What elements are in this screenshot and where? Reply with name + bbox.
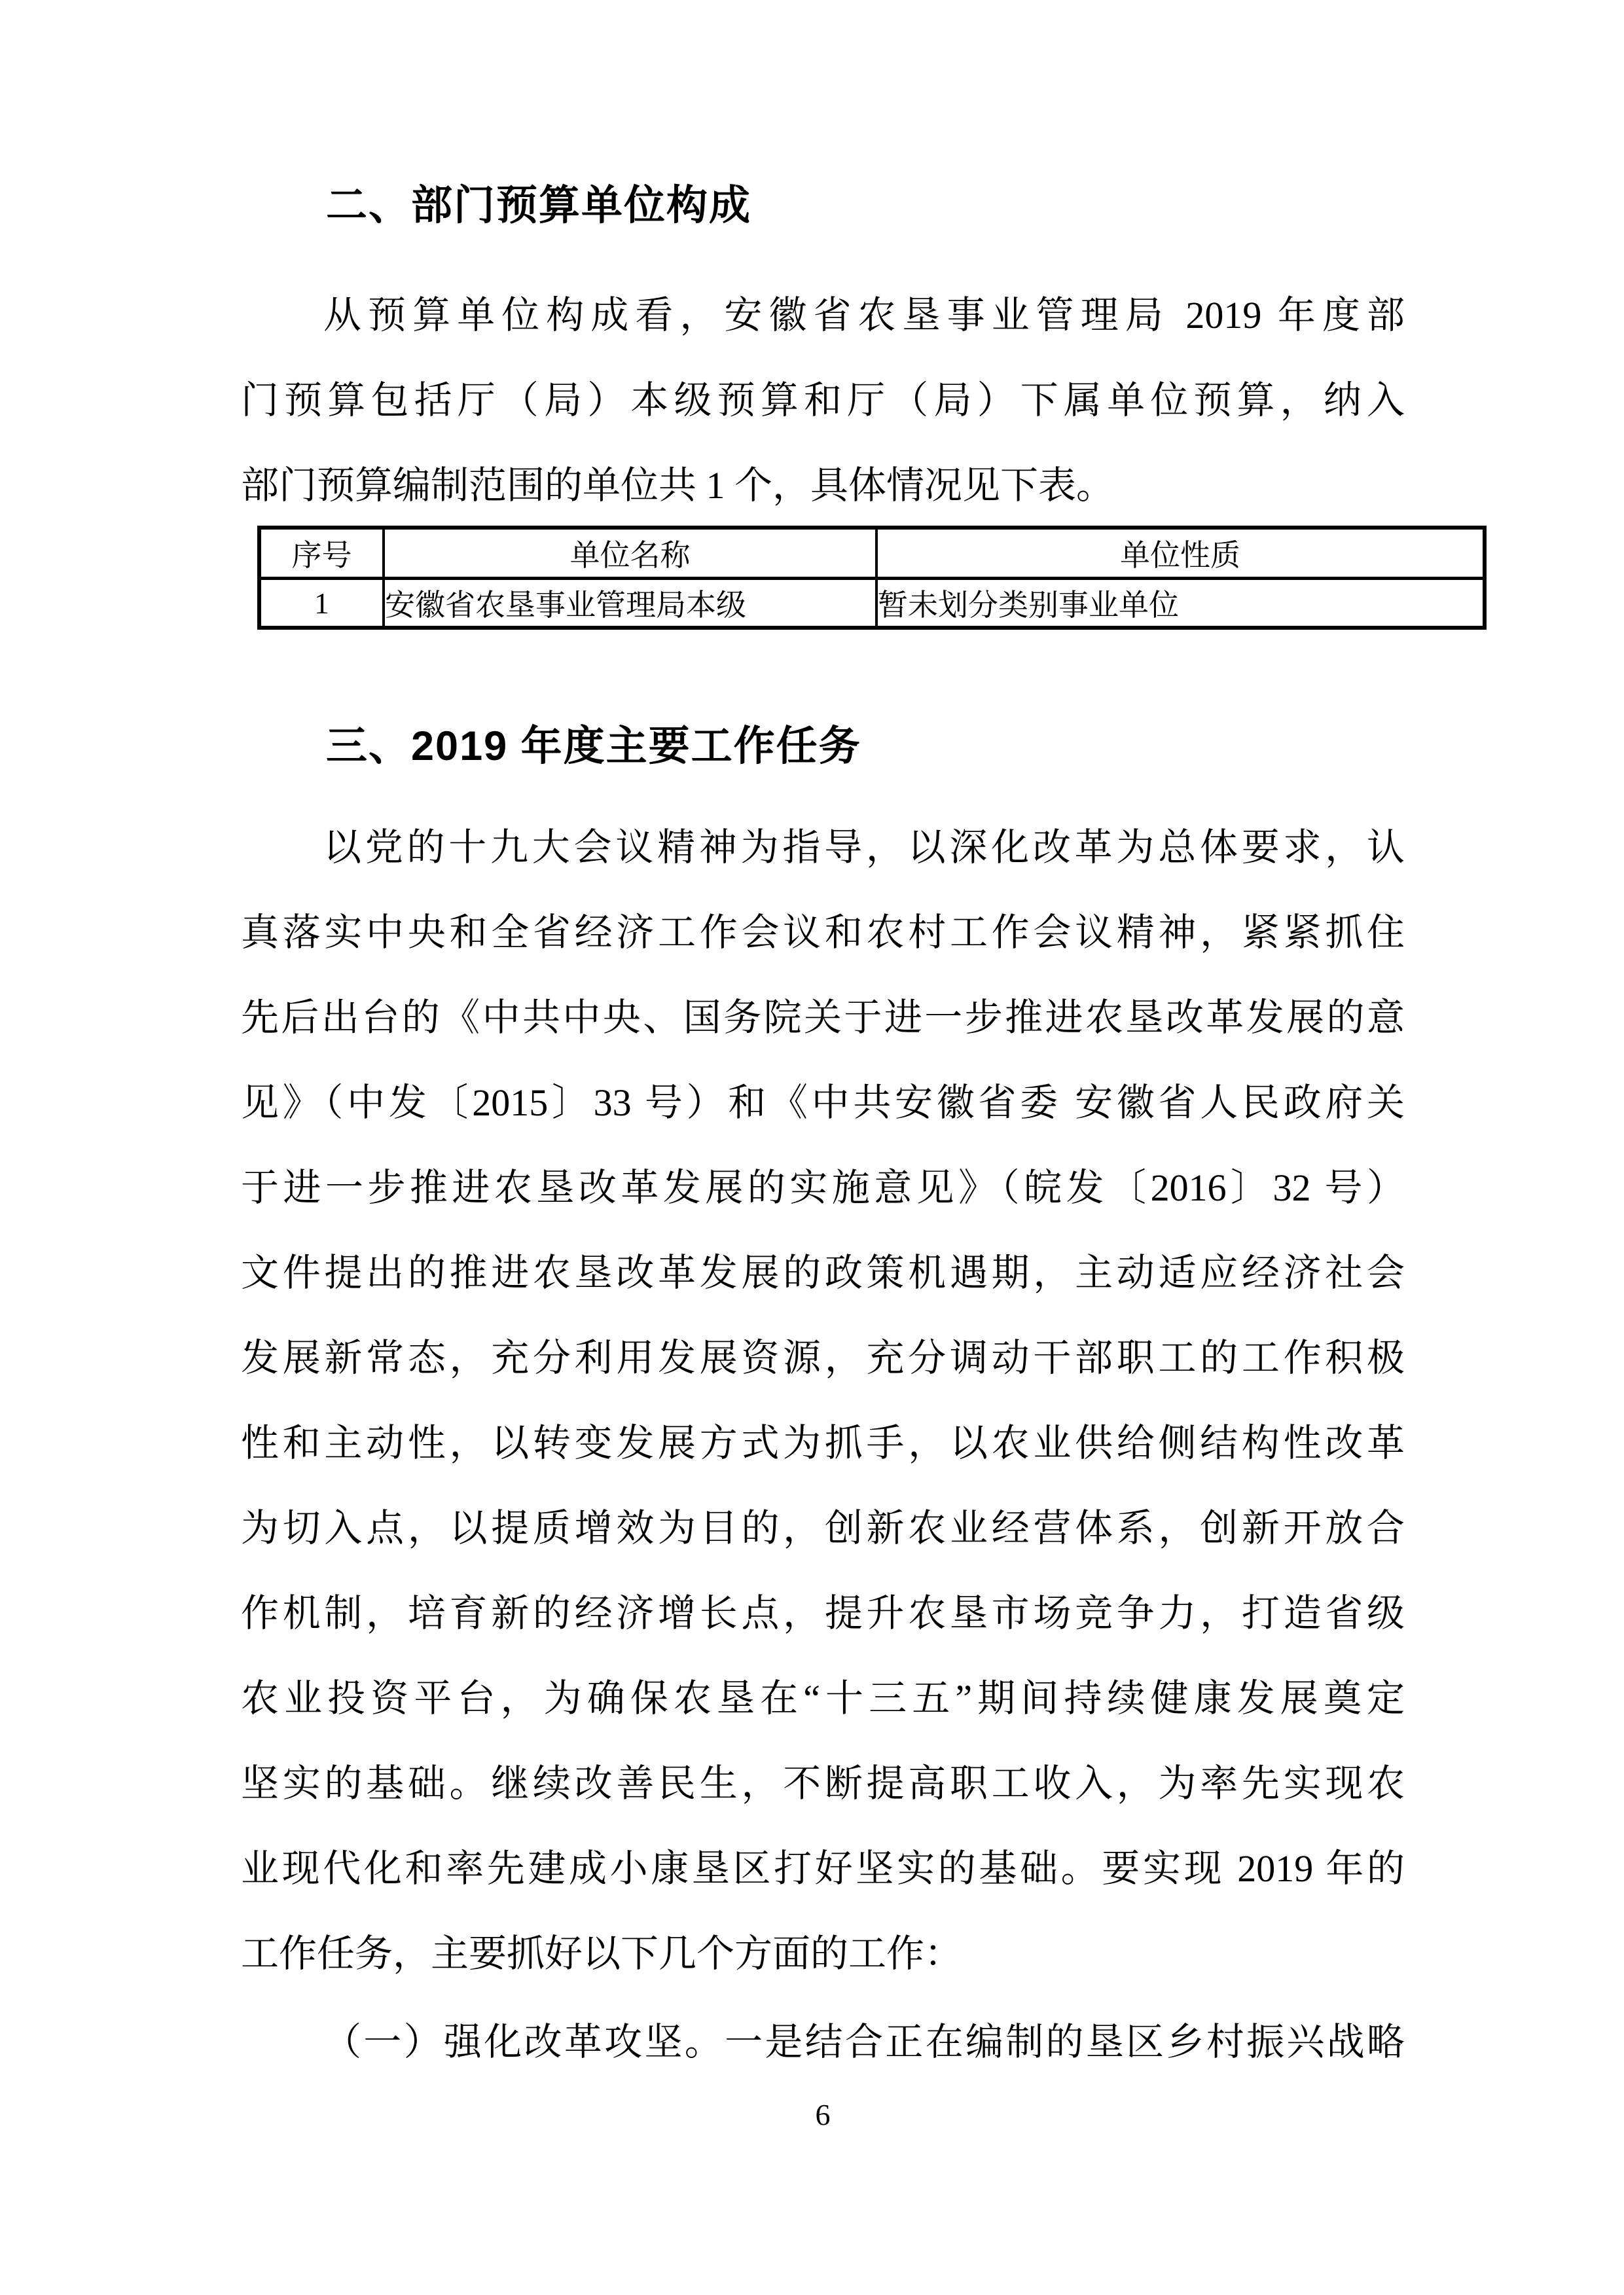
paragraph-line: 性和主动性，以转变发展方式为抓手，以农业供给侧结构性改革 bbox=[241, 1422, 1405, 1464]
paragraph-line: 门预算包括厅（局）本级预算和厅（局）下属单位预算，纳入 bbox=[241, 379, 1405, 422]
table-data-cell-unit-name: 安徽省农垦事业管理局本级 bbox=[384, 579, 876, 628]
table-header-cell-unit-nature: 单位性质 bbox=[876, 528, 1485, 579]
paragraph-line: （一）强化改革攻坚。一是结合正在编制的垦区乡村振兴战略 bbox=[323, 2021, 1405, 2063]
section-heading-2019-work-tasks: 三、2019 年度主要工作任务 bbox=[326, 723, 861, 769]
paragraph-line: 业现代化和率先建成小康垦区打好坚实的基础。要实现 2019 年的 bbox=[241, 1847, 1405, 1890]
paragraph-line: 坚实的基础。继续改善民生，不断提高职工收入，为率先实现农 bbox=[241, 1762, 1405, 1805]
table-header-cell-index: 序号 bbox=[259, 528, 384, 579]
table-header-row bbox=[259, 528, 1485, 579]
paragraph-line: 文件提出的推进农垦改革发展的政策机遇期，主动适应经济社会 bbox=[241, 1252, 1405, 1294]
paragraph-line: 作机制，培育新的经济增长点，提升农垦市场竞争力，打造省级 bbox=[241, 1592, 1405, 1635]
page-number: 6 bbox=[815, 2098, 831, 2131]
paragraph-line: 发展新常态，充分利用发展资源，充分调动干部职工的工作积极 bbox=[241, 1337, 1405, 1379]
table-data-cell-unit-nature: 暂未划分类别事业单位 bbox=[876, 579, 1485, 628]
paragraph-line: 农业投资平台，为确保农垦在“十三五”期间持续健康发展奠定 bbox=[241, 1677, 1405, 1720]
table-data-cell-index: 1 bbox=[259, 579, 384, 628]
budget-units-table bbox=[257, 526, 1487, 630]
paragraph-line: 为切入点，以提质增效为目的，创新农业经营体系，创新开放合 bbox=[241, 1507, 1405, 1549]
table-row bbox=[259, 579, 1485, 628]
paragraph-line: 于进一步推进农垦改革发展的实施意见》（皖发〔2016〕32 号） bbox=[241, 1166, 1405, 1209]
paragraph-line: 真落实中央和全省经济工作会议和农村工作会议精神，紧紧抓住 bbox=[241, 911, 1405, 954]
paragraph-line: 先后出台的《中共中央、国务院关于进一步推进农垦改革发展的意 bbox=[241, 996, 1405, 1039]
paragraph-line: 工作任务，主要抓好以下几个方面的工作： bbox=[241, 1932, 963, 1975]
paragraph-line: 从预算单位构成看，安徽省农垦事业管理局 2019 年度部 bbox=[323, 294, 1405, 336]
paragraph-line: 以党的十九大会议精神为指导，以深化改革为总体要求，认 bbox=[323, 826, 1405, 869]
section-heading-budget-unit-composition: 二、部门预算单位构成 bbox=[326, 183, 751, 228]
paragraph-line: 见》（中发〔2015〕33 号）和《中共安徽省委 安徽省人民政府关 bbox=[241, 1081, 1405, 1124]
paragraph-line: 部门预算编制范围的单位共 1 个，具体情况见下表。 bbox=[241, 464, 1115, 507]
table-header-cell-unit-name: 单位名称 bbox=[384, 528, 876, 579]
